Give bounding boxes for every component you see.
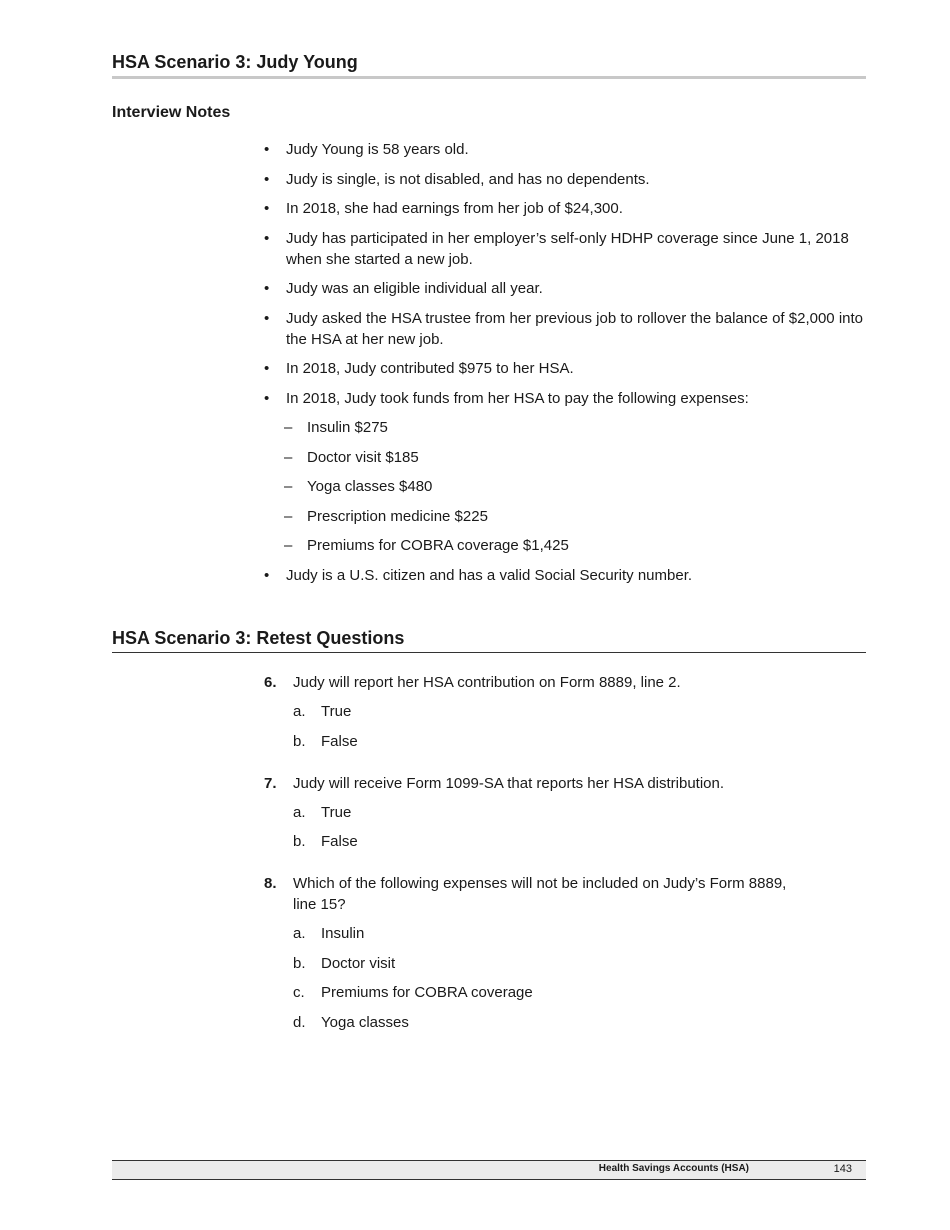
bullet-marker: • <box>264 200 270 217</box>
note-text: Judy was an eligible individual all year. <box>286 280 543 297</box>
option-text: Premiums for COBRA coverage <box>321 984 533 1001</box>
footer-section-title: Health Savings Accounts (HSA) <box>598 1163 749 1174</box>
option-text: False <box>321 732 358 750</box>
expense-item <box>264 535 864 556</box>
answer-option <box>264 731 864 752</box>
note-item <box>264 139 864 160</box>
question-stem <box>264 873 864 915</box>
answer-option <box>264 701 864 722</box>
note-item <box>264 198 864 219</box>
option-letter: a. <box>293 925 306 942</box>
scenario-title: HSA Scenario 3: Judy Young <box>112 52 358 72</box>
question-text: Judy will report her HSA contribution on Form 8889, line 2. <box>293 674 681 691</box>
question-stem <box>264 672 864 693</box>
note-text: Doctor visit $185 <box>307 448 419 466</box>
retest-questions-title: HSA Scenario 3: Retest Questions <box>112 628 405 648</box>
note-text: In 2018, Judy contributed $975 to her HSA. <box>286 360 574 377</box>
option-text: Insulin <box>321 925 365 942</box>
note-item <box>264 565 864 586</box>
note-text: Judy Young is 58 years old. <box>286 141 469 158</box>
title-divider <box>112 76 866 79</box>
note-text: In 2018, Judy took funds from her HSA to pay the following expenses: <box>286 389 749 407</box>
answer-option <box>264 982 864 1003</box>
note-item <box>264 388 864 409</box>
option-text: False <box>321 833 358 850</box>
question-block <box>264 773 864 853</box>
note-item <box>264 358 864 379</box>
bullet-marker: • <box>264 229 270 247</box>
dash-marker: – <box>284 507 293 525</box>
question-stem <box>264 773 864 794</box>
answer-option <box>264 923 864 944</box>
dash-marker: – <box>284 419 293 436</box>
note-text: Judy is a U.S. citizen and has a valid Social Security number. <box>286 566 693 584</box>
question-number: 6. <box>264 674 277 691</box>
interview-notes-heading: Interview Notes <box>112 104 231 121</box>
expense-item <box>264 447 864 468</box>
bullet-marker: • <box>264 280 270 297</box>
option-letter: d. <box>293 1013 306 1031</box>
question-block <box>264 672 864 752</box>
bullet-marker: • <box>264 309 270 327</box>
question-text: Which of the following expenses will not be included on Judy’s Form 8889, line 15? <box>293 875 787 913</box>
answer-option <box>264 1012 864 1033</box>
option-letter: c. <box>293 984 305 1001</box>
page-number: 143 <box>833 1163 852 1175</box>
bullet-marker: • <box>264 566 270 584</box>
expense-item <box>264 476 864 497</box>
dash-marker: – <box>284 448 293 466</box>
question-number: 7. <box>264 774 277 792</box>
page-footer <box>112 1160 866 1180</box>
bullet-marker: • <box>264 170 270 188</box>
question-text: Judy will receive Form 1099-SA that reports her HSA distribution. <box>293 774 725 792</box>
note-text: Prescription medicine $225 <box>307 507 488 525</box>
expense-item <box>264 417 864 438</box>
retest-divider <box>112 652 866 653</box>
bullet-marker: • <box>264 389 270 407</box>
note-text: Yoga classes $480 <box>307 478 433 495</box>
option-letter: b. <box>293 954 306 972</box>
question-block <box>264 873 864 1033</box>
note-text: In 2018, she had earnings from her job of $24,300. <box>286 200 623 217</box>
note-item <box>264 228 864 270</box>
option-letter: a. <box>293 703 306 720</box>
dash-marker: – <box>284 537 293 554</box>
note-text: Judy asked the HSA trustee from her previous job to rollover the balance of $2,000 into the HSA at her new job. <box>286 309 864 348</box>
option-letter: a. <box>293 803 306 821</box>
question-number: 8. <box>264 875 277 892</box>
note-item <box>264 278 864 299</box>
expense-item <box>264 506 864 527</box>
note-item <box>264 169 864 190</box>
option-text: True <box>321 703 352 720</box>
option-text: Doctor visit <box>321 954 396 972</box>
answer-option <box>264 831 864 852</box>
dash-marker: – <box>284 478 293 495</box>
retest-questions-list <box>264 672 864 1054</box>
answer-option <box>264 953 864 974</box>
note-text: Judy has participated in her employer’s self-only HDHP coverage since June 1, 2018 when she started a new job. <box>286 229 849 268</box>
answer-option <box>264 802 864 823</box>
bullet-marker: • <box>264 141 270 158</box>
note-text: Insulin $275 <box>307 419 388 436</box>
option-letter: b. <box>293 732 306 750</box>
note-text: Judy is single, is not disabled, and has no dependents. <box>286 170 650 188</box>
note-item <box>264 308 864 350</box>
bullet-marker: • <box>264 360 270 377</box>
note-text: Premiums for COBRA coverage $1,425 <box>307 537 569 554</box>
option-text: True <box>321 803 352 821</box>
interview-notes-list <box>264 139 864 594</box>
option-letter: b. <box>293 833 306 850</box>
option-text: Yoga classes <box>321 1013 409 1031</box>
